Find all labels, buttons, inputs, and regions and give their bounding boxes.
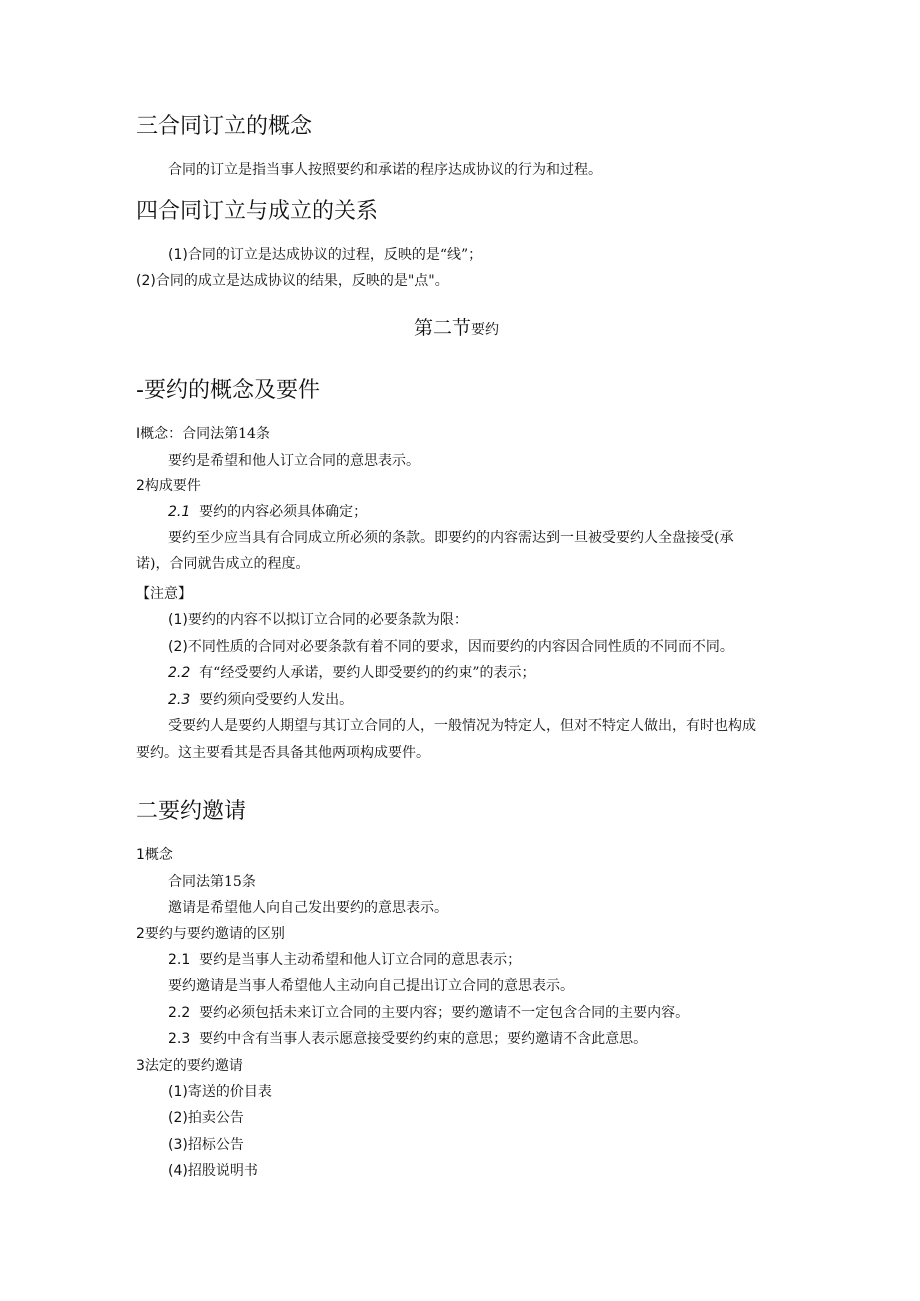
difference-number: 2: [136, 926, 145, 942]
note-item-1: [168, 611, 468, 629]
element-2-1-explanation-line-1: 要约至少应当具有合同成立所必须的条款。即要约的内容需达到一旦被受要约人全盘接受(承: [168, 530, 734, 546]
statutory-invitations-number: 3: [136, 1058, 145, 1074]
difference-2-2: [168, 1004, 689, 1022]
paragraph-formation-definition: 合同的订立是指当事人按照要约和承诺的程序达成协议的行为和过程。: [168, 162, 602, 178]
note-item-1-number: (1): [168, 612, 188, 628]
statutory-item-3: [168, 1136, 244, 1154]
element-2-1-explanation-line-2: 诺)，合同就告成立的程度。: [136, 556, 310, 572]
statutory-item-4-text: 招股说明书: [187, 1163, 258, 1179]
element-2-3-text: 要约须向受要约人发出。: [199, 692, 354, 708]
difference-line: [136, 925, 285, 943]
statutory-item-1-number: (1): [168, 1084, 188, 1100]
difference-2-1-number: 2.1: [168, 952, 191, 968]
element-2-2-text: 有“经受要约人承诺，要约人即受要约的约束”的表示；: [199, 665, 536, 681]
heading-offer-invitation: 二要约邀请: [136, 799, 247, 824]
statutory-item-2-text: 拍卖公告: [187, 1110, 244, 1126]
relation-item-2-number: (2): [136, 273, 156, 289]
statutory-item-2-number: (2): [168, 1110, 188, 1126]
statutory-item-2: [168, 1109, 244, 1127]
difference-2-3-number: 2.3: [168, 1031, 191, 1047]
difference-2-2-number: 2.2: [168, 1005, 191, 1021]
statutory-invitations-line: [136, 1057, 243, 1075]
element-2-3-number: 2.3: [168, 692, 191, 708]
heading-contract-formation-concept: 三合同订立的概念: [136, 114, 313, 139]
relation-item-2: [136, 272, 449, 290]
offer-concept-number: I: [136, 426, 141, 442]
difference-2-1-text: 要约是当事人主动希望和他人订立合同的意思表示；: [199, 952, 522, 968]
difference-2-1-second: 要约邀请是当事人希望他人主动向自己提出订立合同的意思表示。: [168, 978, 574, 994]
heading-offer-concept-elements: -要约的概念及要件: [136, 378, 320, 403]
statutory-item-4: [168, 1162, 258, 1180]
offer-elements-line: [136, 477, 201, 495]
element-2-1: [168, 503, 367, 521]
note-item-2: [168, 638, 734, 656]
invitation-concept-label: 概念: [144, 847, 173, 863]
statutory-invitations-label: 法定的要约邀请: [144, 1058, 243, 1074]
statutory-item-1: [168, 1083, 272, 1101]
offer-definition: 要约是希望和他人订立合同的意思表示。: [168, 453, 420, 469]
relation-item-2-text: 合同的成立是达成协议的结果，反映的是"点"。: [155, 273, 449, 289]
difference-2-2-text: 要约必须包括未来订立合同的主要内容；要约邀请不一定包含合同的主要内容。: [199, 1005, 690, 1021]
element-2-1-text: 要约的内容必须具体确定；: [199, 504, 368, 520]
statutory-item-1-text: 寄送的价目表: [187, 1084, 272, 1100]
note-item-2-text: 不同性质的合同对必要条款有着不同的要求，因而要约的内容因合同性质的不同而不同。: [187, 639, 734, 655]
difference-2-3: [168, 1030, 647, 1048]
element-2-3: [168, 691, 353, 709]
note-item-1-text: 要约的内容不以拟订立合同的必要条款为限：: [187, 612, 468, 628]
relation-item-1-text: 合同的订立是达成协议的过程，反映的是“线”；: [187, 247, 483, 263]
invitation-definition: 邀请是希望他人向自己发出要约的意思表示。: [168, 900, 448, 916]
section-title: [414, 313, 499, 340]
element-2-2: [168, 664, 536, 682]
invitation-law-reference: 合同法第15条: [168, 874, 256, 890]
relation-item-1-number: (1): [168, 247, 188, 263]
element-2-3-explanation-line-2: 要约。这主要看其是否具备其他两项构成要件。: [136, 745, 430, 761]
offer-elements-label: 构成要件: [144, 478, 201, 494]
statutory-item-4-number: (4): [168, 1163, 188, 1179]
invitation-concept-line: [136, 846, 173, 864]
statutory-item-3-text: 招标公告: [187, 1137, 244, 1153]
note-heading: 【注意】: [136, 586, 192, 602]
element-2-3-explanation-line-1: 受要约人是要约人期望与其订立合同的人，一般情况为特定人，但对不特定人做出，有时也构成: [168, 718, 756, 734]
offer-concept-line: [136, 425, 270, 443]
element-2-2-number: 2.2: [168, 665, 191, 681]
difference-2-3-text: 要约中含有当事人表示愿意接受要约约束的意思；要约邀请不含此意思。: [199, 1031, 648, 1047]
relation-item-1: [168, 246, 482, 264]
difference-label: 要约与要约邀请的区别: [144, 926, 285, 942]
section-title-name: 要约: [471, 322, 500, 338]
difference-2-1: [168, 951, 521, 969]
section-title-number: 第二节: [414, 317, 472, 339]
statutory-item-3-number: (3): [168, 1137, 188, 1153]
note-item-2-number: (2): [168, 639, 188, 655]
invitation-concept-number: 1: [136, 847, 145, 863]
offer-elements-number: 2: [136, 478, 145, 494]
offer-concept-label: 概念：合同法第14条: [140, 426, 270, 442]
heading-formation-vs-establishment: 四合同订立与成立的关系: [136, 199, 379, 224]
element-2-1-number: 2.1: [168, 504, 191, 520]
